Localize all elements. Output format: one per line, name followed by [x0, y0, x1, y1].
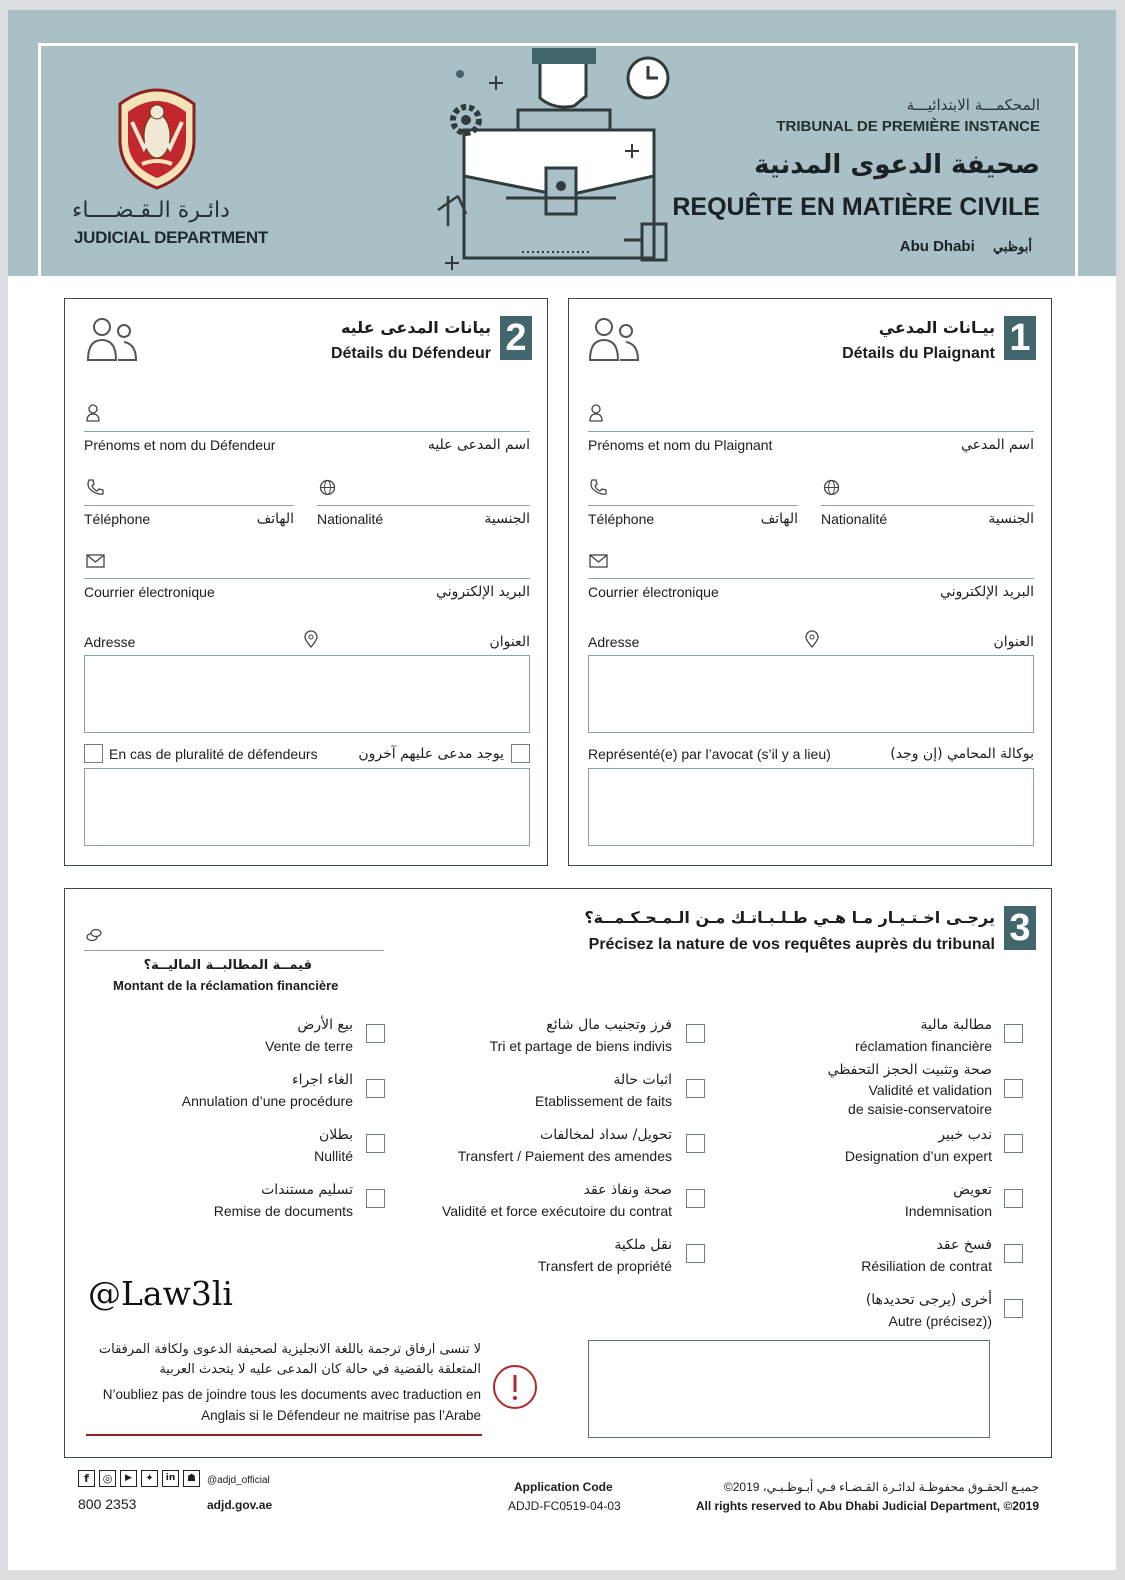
- option-ownership-transfer-ar: نقل ملكية: [614, 1237, 672, 1253]
- envelope-icon: [589, 554, 608, 568]
- other-defendants-input[interactable]: [84, 768, 530, 846]
- plaintiff-lawyer-input[interactable]: [588, 768, 1034, 846]
- youtube-icon[interactable]: ▶: [120, 1470, 137, 1487]
- linkedin-icon[interactable]: in: [162, 1470, 179, 1487]
- note-arabic-line1: لا تنسى ارفاق ترجمة باللغة الانجليزية لصحيفة الدعوى ولكافة المرفقات: [98, 1342, 481, 1357]
- city-arabic: أبوظبي: [992, 239, 1032, 254]
- briefcase-justice-illustration-icon: [436, 46, 686, 274]
- option-other-ar: أخرى (يرجى تحديدها): [865, 1292, 992, 1308]
- requests-title-french: Précisez la nature de vos requêtes auprès du tribunal: [588, 936, 995, 953]
- other-request-input[interactable]: [588, 1340, 990, 1438]
- department-name-english: JUDICIAL DEPARTMENT: [74, 228, 268, 247]
- plaintiff-name-label-ar: اسم المدعي: [960, 437, 1034, 453]
- globe-icon: [823, 479, 840, 496]
- phone-icon: [589, 478, 607, 496]
- option-documents-checkbox[interactable]: [366, 1189, 385, 1208]
- defendant-name-label-fr: Prénoms et nom du Défendeur: [84, 437, 276, 453]
- defendant-email-label-ar: البريد الإلكتروني: [436, 584, 530, 600]
- option-expert-ar: ندب خبير: [938, 1127, 992, 1143]
- option-contract-validity-checkbox[interactable]: [686, 1189, 705, 1208]
- plaintiff-address-label-fr: Adresse: [588, 634, 640, 650]
- department-name-arabic: دائـرة الـقـضــــاء: [72, 198, 230, 223]
- plaintiff-nationality-field[interactable]: [821, 505, 1034, 506]
- social-icons-row: [78, 1470, 200, 1487]
- option-compensation-fr: Indemnisation: [904, 1203, 992, 1219]
- option-establish-facts-checkbox[interactable]: [686, 1079, 705, 1098]
- defendant-title-arabic: بيانات المدعى عليه: [340, 318, 491, 337]
- plaintiff-nationality-label-fr: Nationalité: [821, 511, 888, 527]
- person-icon: [589, 404, 603, 422]
- defendant-plural-checkbox-right[interactable]: [511, 744, 530, 763]
- location-pin-icon: [304, 630, 318, 648]
- defendant-nationality-label-ar: الجنسية: [484, 511, 530, 527]
- defendant-plural-label-ar: يوجد مدعى عليهم آخرون: [358, 746, 504, 762]
- option-other-fr: Autre (précisez)): [888, 1313, 992, 1329]
- option-expert-fr: Designation d’un expert: [844, 1148, 992, 1164]
- option-contract-termination-fr: Résiliation de contrat: [861, 1258, 992, 1274]
- warning-exclamation-icon: [492, 1364, 538, 1410]
- claim-amount-label-ar: قيمــة المطالبــة الماليــة؟: [143, 958, 312, 973]
- defendant-email-field[interactable]: [84, 578, 530, 579]
- defendant-email-label-fr: Courrier électronique: [84, 584, 215, 600]
- envelope-icon: [86, 554, 105, 568]
- option-fines-checkbox[interactable]: [686, 1134, 705, 1153]
- plaintiff-phone-label-fr: Téléphone: [588, 511, 655, 527]
- coins-icon: [86, 928, 102, 942]
- note-arabic-line2: المتعلقة بالقضية في حالة كان المدعى عليه لا يتحدث العربية: [159, 1362, 481, 1377]
- option-documents-fr: Remise de documents: [213, 1203, 353, 1219]
- option-contract-validity-fr: Validité et force exécutoire du contrat: [441, 1203, 672, 1219]
- globe-icon: [319, 479, 336, 496]
- option-contract-termination-ar: فسخ عقد: [936, 1237, 992, 1253]
- app-code-label: Application Code: [514, 1480, 613, 1494]
- claim-amount-label-fr: Montant de la réclamation financière: [113, 978, 339, 993]
- option-other-checkbox[interactable]: [1004, 1299, 1023, 1318]
- option-establish-facts-fr: Etablissement de faits: [535, 1093, 672, 1109]
- section-number-1: 1: [1004, 316, 1036, 360]
- snapchat-icon[interactable]: ☗: [183, 1470, 200, 1487]
- defendant-address-label-ar: العنوان: [489, 634, 530, 650]
- option-contract-termination-checkbox[interactable]: [1004, 1244, 1023, 1263]
- plaintiff-address-input[interactable]: [588, 655, 1034, 733]
- app-code-value: ADJD-FC0519-04-03: [508, 1499, 621, 1513]
- rights-arabic: جميـع الحقـوق محفوظـة لدائـرة القـضـاء فـي أبـوظـبـي، 2019©: [723, 1480, 1039, 1494]
- option-ownership-transfer-checkbox[interactable]: [686, 1244, 705, 1263]
- footer-website[interactable]: adjd.gov.ae: [207, 1498, 273, 1512]
- note-french-line2: Anglais si le Défendeur ne maitrise pas l’Arabe: [201, 1408, 481, 1423]
- twitter-icon[interactable]: ✦: [141, 1470, 158, 1487]
- option-partition-ar: فرز وتجنيب مال شائع: [546, 1017, 672, 1033]
- option-documents-ar: تسليم مستندات: [261, 1182, 353, 1198]
- defendant-plural-checkbox-left[interactable]: [84, 744, 103, 763]
- form-title-french: REQUÊTE EN MATIÈRE CIVILE: [672, 193, 1040, 221]
- plaintiff-lawyer-label-fr: Représenté(e) par l’avocat (s’il y a lieu): [588, 746, 831, 762]
- option-nullity-fr: Nullité: [314, 1148, 353, 1164]
- defendant-nationality-field[interactable]: [317, 505, 530, 506]
- option-establish-facts-ar: اثبات حالة: [613, 1072, 672, 1088]
- footer-phone: 800 2353: [78, 1496, 137, 1512]
- option-partition-fr: Tri et partage de biens indivis: [489, 1038, 672, 1054]
- abu-dhabi-emblem-icon: [112, 78, 202, 190]
- plaintiff-email-label-ar: البريد الإلكتروني: [940, 584, 1034, 600]
- court-name-french: TRIBUNAL DE PREMIÈRE INSTANCE: [776, 118, 1040, 135]
- plaintiff-name-field[interactable]: [588, 431, 1034, 432]
- plaintiff-phone-label-ar: الهاتف: [760, 511, 798, 527]
- option-cancel-procedure-checkbox[interactable]: [366, 1079, 385, 1098]
- instagram-icon[interactable]: ◎: [99, 1470, 116, 1487]
- option-cancel-procedure-fr: Annulation d’une procédure: [181, 1093, 353, 1109]
- phone-icon: [86, 478, 104, 496]
- plaintiff-title-arabic: بيـانات المدعي: [878, 318, 995, 337]
- court-name-arabic: المحكمـــة الابتدائيـــة: [906, 96, 1040, 114]
- option-financial-claim-checkbox[interactable]: [1004, 1024, 1023, 1043]
- option-nullity-ar: بطلان: [318, 1127, 353, 1143]
- defendant-name-label-ar: اسم المدعى عليه: [427, 437, 530, 453]
- defendant-phone-label-fr: Téléphone: [84, 511, 151, 527]
- plaintiff-name-label-fr: Prénoms et nom du Plaignant: [588, 437, 773, 453]
- defendant-plural-label-fr: En cas de pluralité de défendeurs: [109, 746, 318, 762]
- option-financial-claim-ar: مطالبة مالية: [920, 1017, 992, 1033]
- plaintiff-title-french: Détails du Plaignant: [842, 345, 995, 362]
- option-seizure-fr-line2: de saisie-conservatoire: [848, 1101, 992, 1117]
- defendant-phone-field[interactable]: [84, 505, 294, 506]
- defendant-phone-label-ar: الهاتف: [256, 511, 294, 527]
- plaintiff-email-field[interactable]: [588, 578, 1034, 579]
- option-seizure-checkbox[interactable]: [1004, 1079, 1023, 1098]
- claim-amount-field[interactable]: [84, 950, 384, 951]
- plaintiff-nationality-label-ar: الجنسية: [988, 511, 1034, 527]
- facebook-icon[interactable]: f: [78, 1470, 95, 1487]
- option-land-sale-checkbox[interactable]: [366, 1024, 385, 1043]
- people-icon: [588, 316, 640, 362]
- option-seizure-ar: صحة وتثبيت الحجز التحفظي: [827, 1062, 992, 1078]
- social-handle[interactable]: @adjd_official: [207, 1475, 270, 1486]
- rights-english: All rights reserved to Abu Dhabi Judicial Department, ©2019: [695, 1499, 1039, 1513]
- option-nullity-checkbox[interactable]: [366, 1134, 385, 1153]
- city-french: Abu Dhabi: [899, 238, 975, 255]
- section-number-2: 2: [500, 316, 532, 360]
- plaintiff-phone-field[interactable]: [588, 505, 798, 506]
- location-pin-icon: [805, 630, 819, 648]
- option-land-sale-ar: بيع الأرض: [297, 1017, 353, 1033]
- city-label: [900, 238, 1032, 255]
- option-land-sale-fr: Vente de terre: [265, 1038, 353, 1054]
- plaintiff-email-label-fr: Courrier électronique: [588, 584, 719, 600]
- note-french-line1: N’oubliez pas de joindre tous les documents avec traduction en: [102, 1387, 481, 1402]
- option-compensation-ar: تعويض: [953, 1182, 992, 1198]
- defendant-address-label-fr: Adresse: [84, 634, 136, 650]
- section-number-3: 3: [1004, 906, 1036, 950]
- requests-title-arabic: يرجـى اخـتـيـار مـا هـي طـلـبـاتـك مـن الـمـحـكـمــة؟: [584, 908, 995, 927]
- option-cancel-procedure-ar: الغاء اجراء: [292, 1072, 353, 1088]
- person-icon: [86, 404, 100, 422]
- option-contract-validity-ar: صحة ونفاذ عقد: [583, 1182, 672, 1198]
- option-fines-ar: تحويل/ سداد لمخالفات: [540, 1127, 672, 1143]
- defendant-address-input[interactable]: [84, 655, 530, 733]
- option-partition-checkbox[interactable]: [686, 1024, 705, 1043]
- option-fines-fr: Transfert / Paiement des amendes: [457, 1148, 672, 1164]
- defendant-name-field[interactable]: [84, 431, 530, 432]
- option-compensation-checkbox[interactable]: [1004, 1189, 1023, 1208]
- watermark-handle: @Law3li: [88, 1274, 233, 1313]
- note-underline: [86, 1434, 482, 1436]
- form-title-arabic: صحيفة الدعوى المدنية: [754, 150, 1040, 180]
- plaintiff-lawyer-label-ar: بوكالة المحامي (إن وجد): [890, 746, 1034, 762]
- option-ownership-transfer-fr: Transfert de propriété: [537, 1258, 672, 1274]
- option-financial-claim-fr: réclamation financière: [855, 1038, 992, 1054]
- option-expert-checkbox[interactable]: [1004, 1134, 1023, 1153]
- plaintiff-address-label-ar: العنوان: [993, 634, 1034, 650]
- people-icon: [86, 316, 138, 362]
- option-seizure-fr: Validité et validation: [868, 1082, 992, 1098]
- defendant-nationality-label-fr: Nationalité: [317, 511, 384, 527]
- defendant-title-french: Détails du Défendeur: [330, 345, 491, 362]
